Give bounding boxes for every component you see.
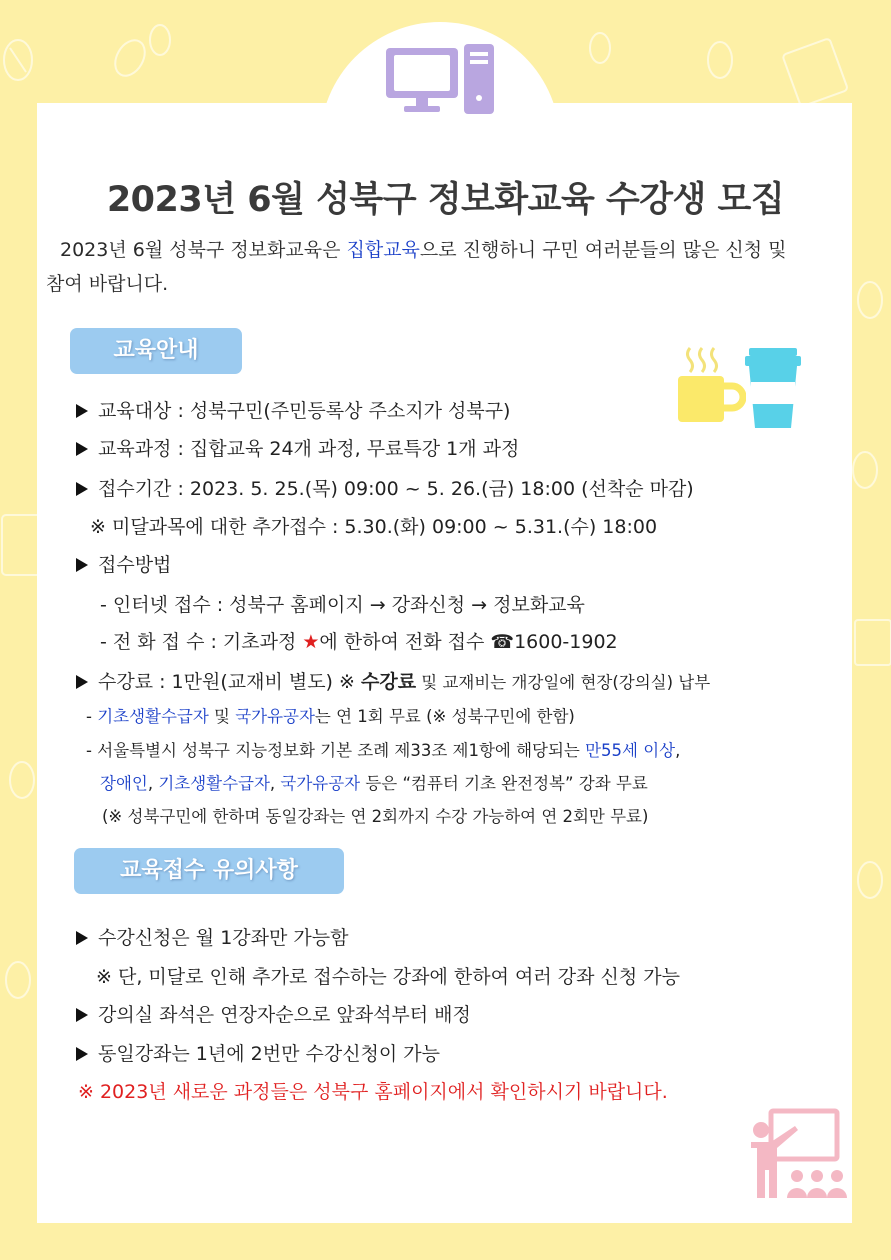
teacher-board-icon [745, 1108, 849, 1202]
info-period: 접수기간 : 2023. 5. 25.(목) 09:00 ~ 5. 26.(금) 18:00 (선착순 마감) [76, 474, 694, 501]
bullet-triangle-icon [76, 558, 88, 572]
note-item-2: 강의실 좌석은 연장자순으로 앞좌석부터 배정 [76, 1000, 471, 1027]
page-title: 2023년 6월 성북구 정보화교육 수강생 모집 [106, 180, 785, 220]
info-free-4: (※ 성북구민에 한하며 동일강좌는 연 2회까지 수강 가능하여 연 2회만 무료) [102, 807, 649, 826]
bullet-triangle-icon [76, 482, 88, 496]
note-item-1-detail: ※ 단, 미달로 인해 추가로 접수하는 강좌에 한하여 여러 강좌 신청 가능 [96, 966, 680, 988]
info-fee: 수강료 : 1만원(교재비 별도) ※ 수강료 및 교재비는 개강일에 현장(강의실) 납부 [76, 667, 710, 694]
info-method: 접수방법 [76, 550, 171, 577]
bullet-triangle-icon [76, 404, 88, 418]
intro-text-cont: 으로 진행하니 구민 여러분들의 많은 신청 및 [419, 239, 787, 261]
info-free-3: 장애인, 기초생활수급자, 국가유공자 등은 “컴퓨터 기초 완전정복” 강좌 무료 [100, 774, 648, 793]
takeaway-cup-icon [745, 348, 801, 430]
star-icon: ★ [302, 631, 320, 653]
info-courses: 교육과정 : 집합교육 24개 과정, 무료특강 1개 과정 [76, 434, 519, 461]
info-extra-period: ※ 미달과목에 대한 추가접수 : 5.30.(화) 09:00 ~ 5.31.(수) 18:00 [90, 516, 658, 538]
bullet-triangle-icon [76, 1008, 88, 1022]
info-phone: - 전 화 접 수 : 기초과정 ★에 한하여 전화 접수 ☎1600-1902 [100, 631, 618, 653]
info-free-2: - 서울특별시 성북구 지능정보화 기본 조례 제33조 제1항에 해당되는 만55세 이상, [86, 741, 681, 760]
section-heading-education-info: 교육안내 [70, 328, 242, 374]
info-internet: - 인터넷 접수 : 성북구 홈페이지 → 강좌신청 → 정보화교육 [100, 594, 585, 616]
bullet-triangle-icon [76, 675, 88, 689]
computer-monitor-icon [386, 44, 496, 116]
bullet-triangle-icon [76, 1047, 88, 1061]
new-courses-notice: ※ 2023년 새로운 과정들은 성북구 홈페이지에서 확인하시기 바랍니다. [78, 1081, 668, 1103]
intro-text: 2023년 6월 성북구 정보화교육은 [60, 239, 347, 261]
info-free-1: - 기초생활수급자 및 국가유공자는 연 1회 무료 (※ 성북구민에 한함) [86, 707, 575, 726]
intro-line2: 참여 바랍니다. [46, 273, 169, 295]
intro-highlight: 집합교육 [346, 239, 420, 261]
section-heading-registration-notes: 교육접수 유의사항 [74, 848, 344, 894]
note-item-1: 수강신청은 월 1강좌만 가능함 [76, 923, 348, 950]
note-item-3: 동일강좌는 1년에 2번만 수강신청이 가능 [76, 1039, 440, 1066]
bullet-triangle-icon [76, 931, 88, 945]
intro-paragraph [46, 233, 836, 301]
info-target: 교육대상 : 성북구민(주민등록상 주소지가 성북구) [76, 396, 510, 423]
hot-mug-icon [676, 344, 746, 424]
bullet-triangle-icon [76, 442, 88, 456]
